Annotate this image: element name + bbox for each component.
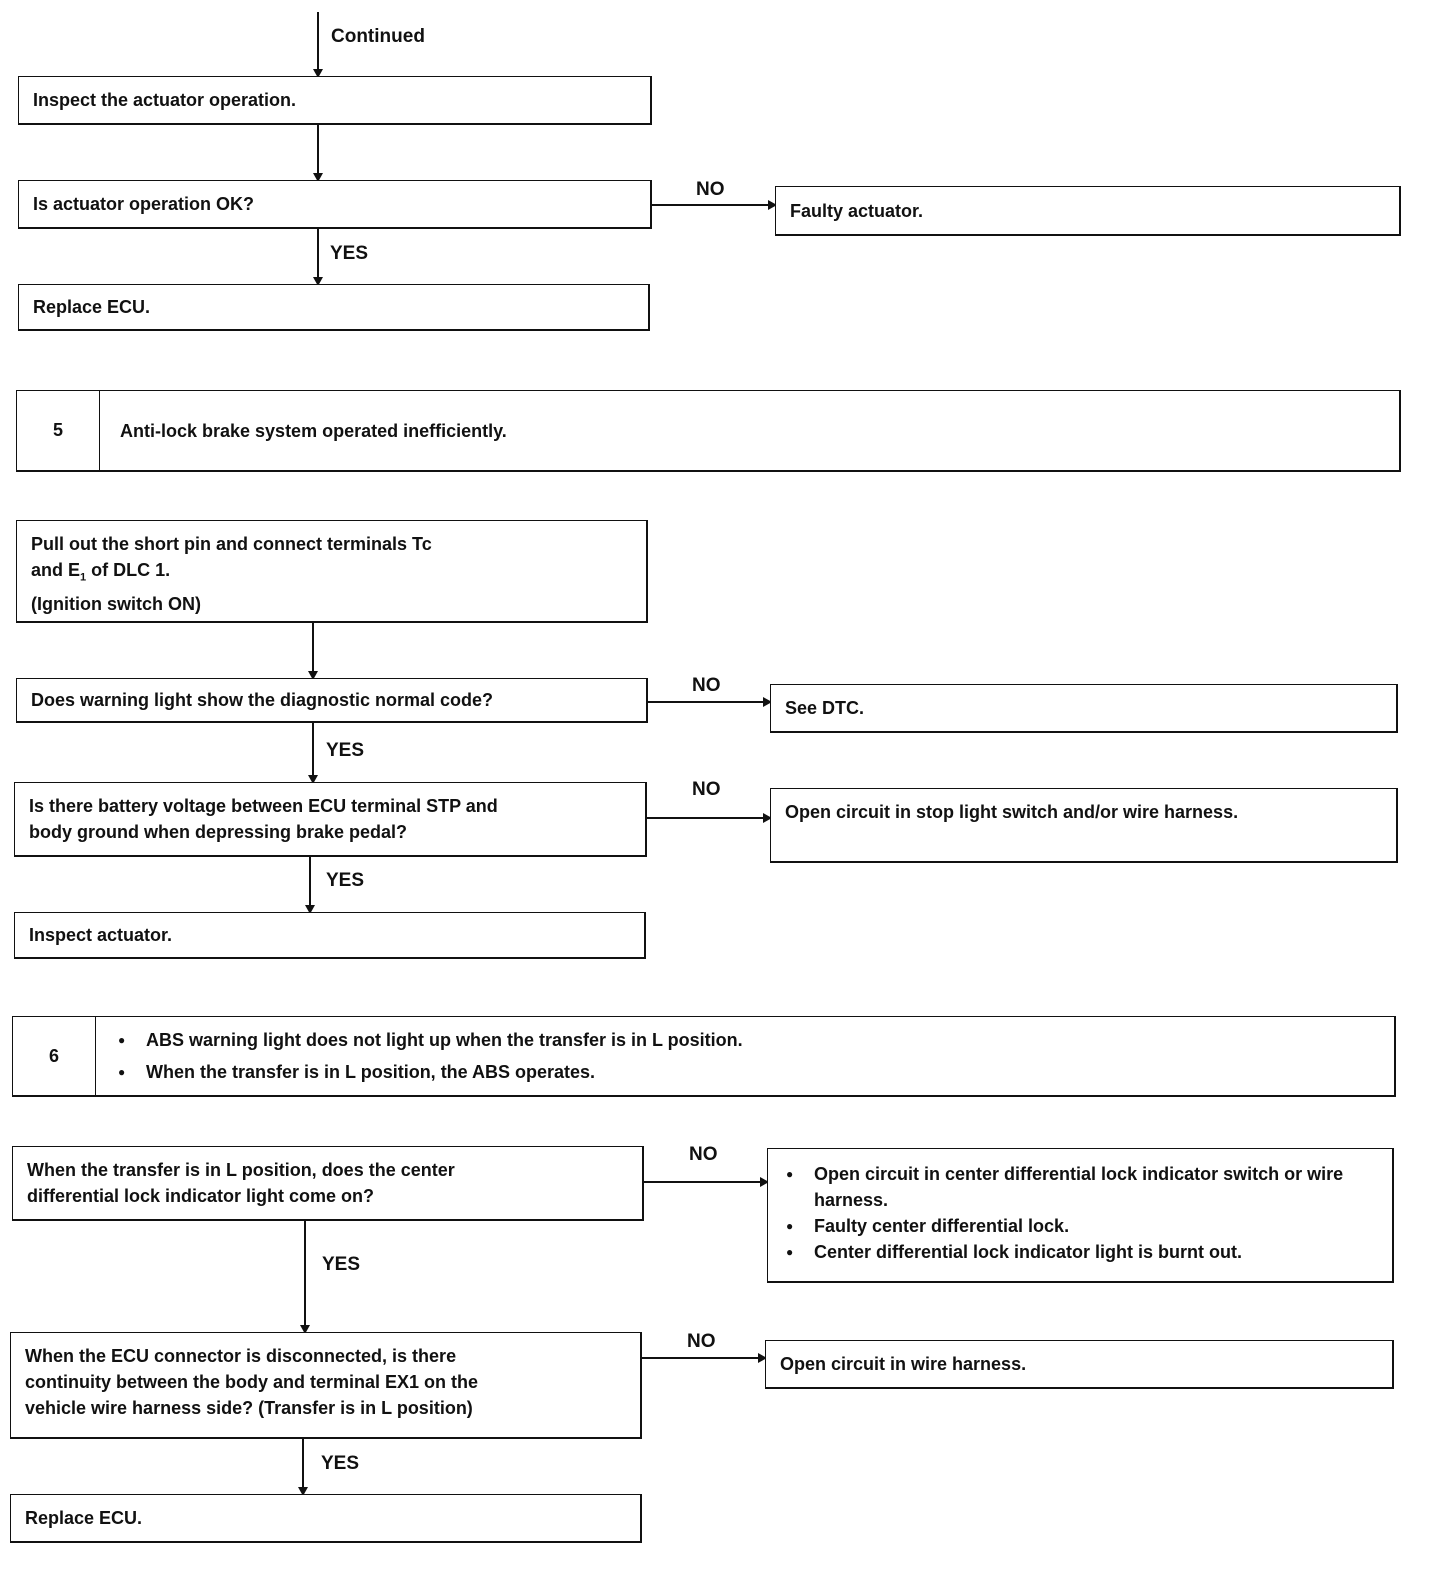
- flow-arrow: [317, 125, 319, 180]
- replace-ecu-box: Replace ECU.: [10, 1494, 642, 1543]
- text-line: and $E_1$ of DLC 1.: [31, 560, 171, 584]
- flow-arrow: [317, 12, 319, 76]
- symptom-item: ● ABS warning light does not light up when the transfer is in L position.: [114, 1024, 743, 1056]
- text-line: vehicle wire harness side? (Transfer is in L position): [25, 1398, 473, 1418]
- cause-item: ● Open circuit in center differential lock indicator switch or wire harness.: [782, 1161, 1378, 1213]
- flow-arrow: [312, 623, 314, 678]
- problem-number: 5: [17, 391, 100, 470]
- no-arrow: [647, 817, 770, 819]
- no-arrow: [648, 701, 770, 703]
- yes-label: YES: [326, 870, 365, 891]
- text-line: body ground when depressing brake pedal?: [29, 822, 408, 842]
- no-arrow: [652, 204, 775, 206]
- center-diff-causes-box: [767, 1148, 1394, 1283]
- yes-arrow: [312, 723, 314, 782]
- replace-ecu-box: Replace ECU.: [18, 284, 650, 331]
- see-dtc-box: See DTC.: [770, 684, 1398, 733]
- no-label: NO: [689, 1144, 718, 1165]
- no-arrow: [644, 1181, 767, 1183]
- yes-arrow: [302, 1439, 304, 1494]
- cause-item: ● Faulty center differential lock.: [782, 1213, 1378, 1239]
- yes-arrow: [317, 229, 319, 284]
- text-line: continuity between the body and terminal EX1 on the: [25, 1372, 479, 1392]
- faulty-actuator-box: Faulty actuator.: [775, 186, 1401, 236]
- center-diff-question-box: [12, 1146, 644, 1221]
- no-arrow: [642, 1357, 765, 1359]
- inspect-actuator-operation-box: Inspect the actuator operation.: [18, 76, 652, 125]
- open-circuit-wire-harness-box: Open circuit in wire harness.: [765, 1340, 1394, 1389]
- pull-short-pin-box: [16, 520, 648, 623]
- symptom-list: [114, 1024, 743, 1088]
- text-line: Is there battery voltage between ECU terminal STP and: [29, 796, 498, 816]
- ecu-continuity-question-box: [10, 1332, 642, 1439]
- cause-list: [782, 1161, 1378, 1265]
- yes-label: YES: [326, 740, 365, 761]
- text-line: Pull out the short pin and connect terminals Tc: [31, 534, 432, 554]
- no-label: NO: [687, 1331, 716, 1352]
- text-line: When the transfer is in L position, does the center: [27, 1160, 455, 1180]
- text-line: When the ECU connector is disconnected, is there: [25, 1346, 457, 1366]
- warning-light-question-box: Does warning light show the diagnostic normal code?: [16, 678, 648, 723]
- continued-label: Continued: [331, 26, 425, 47]
- open-circuit-stop-light-box: Open circuit in stop light switch and/or wire harness.: [770, 788, 1398, 863]
- no-label: NO: [692, 779, 721, 800]
- cause-item: ● Center differential lock indicator light is burnt out.: [782, 1239, 1378, 1265]
- problem-5-header: [16, 390, 1401, 472]
- yes-arrow: [309, 857, 311, 912]
- yes-arrow: [304, 1221, 306, 1332]
- problem-description: Anti-lock brake system operated inefficiently.: [120, 420, 507, 441]
- yes-label: YES: [321, 1453, 360, 1474]
- symptom-item: ● When the transfer is in L position, the ABS operates.: [114, 1056, 743, 1088]
- problem-number: 6: [13, 1017, 96, 1095]
- actuator-ok-question-box: Is actuator operation OK?: [18, 180, 652, 229]
- battery-voltage-question-box: [14, 782, 647, 857]
- inspect-actuator-box: Inspect actuator.: [14, 912, 646, 959]
- yes-label: YES: [322, 1254, 361, 1275]
- text-line: differential lock indicator light come on?: [27, 1186, 375, 1206]
- no-label: NO: [696, 179, 725, 200]
- problem-6-header: [12, 1016, 1396, 1097]
- yes-label: YES: [330, 243, 369, 264]
- no-label: NO: [692, 675, 721, 696]
- text-line: (Ignition switch ON): [31, 593, 201, 614]
